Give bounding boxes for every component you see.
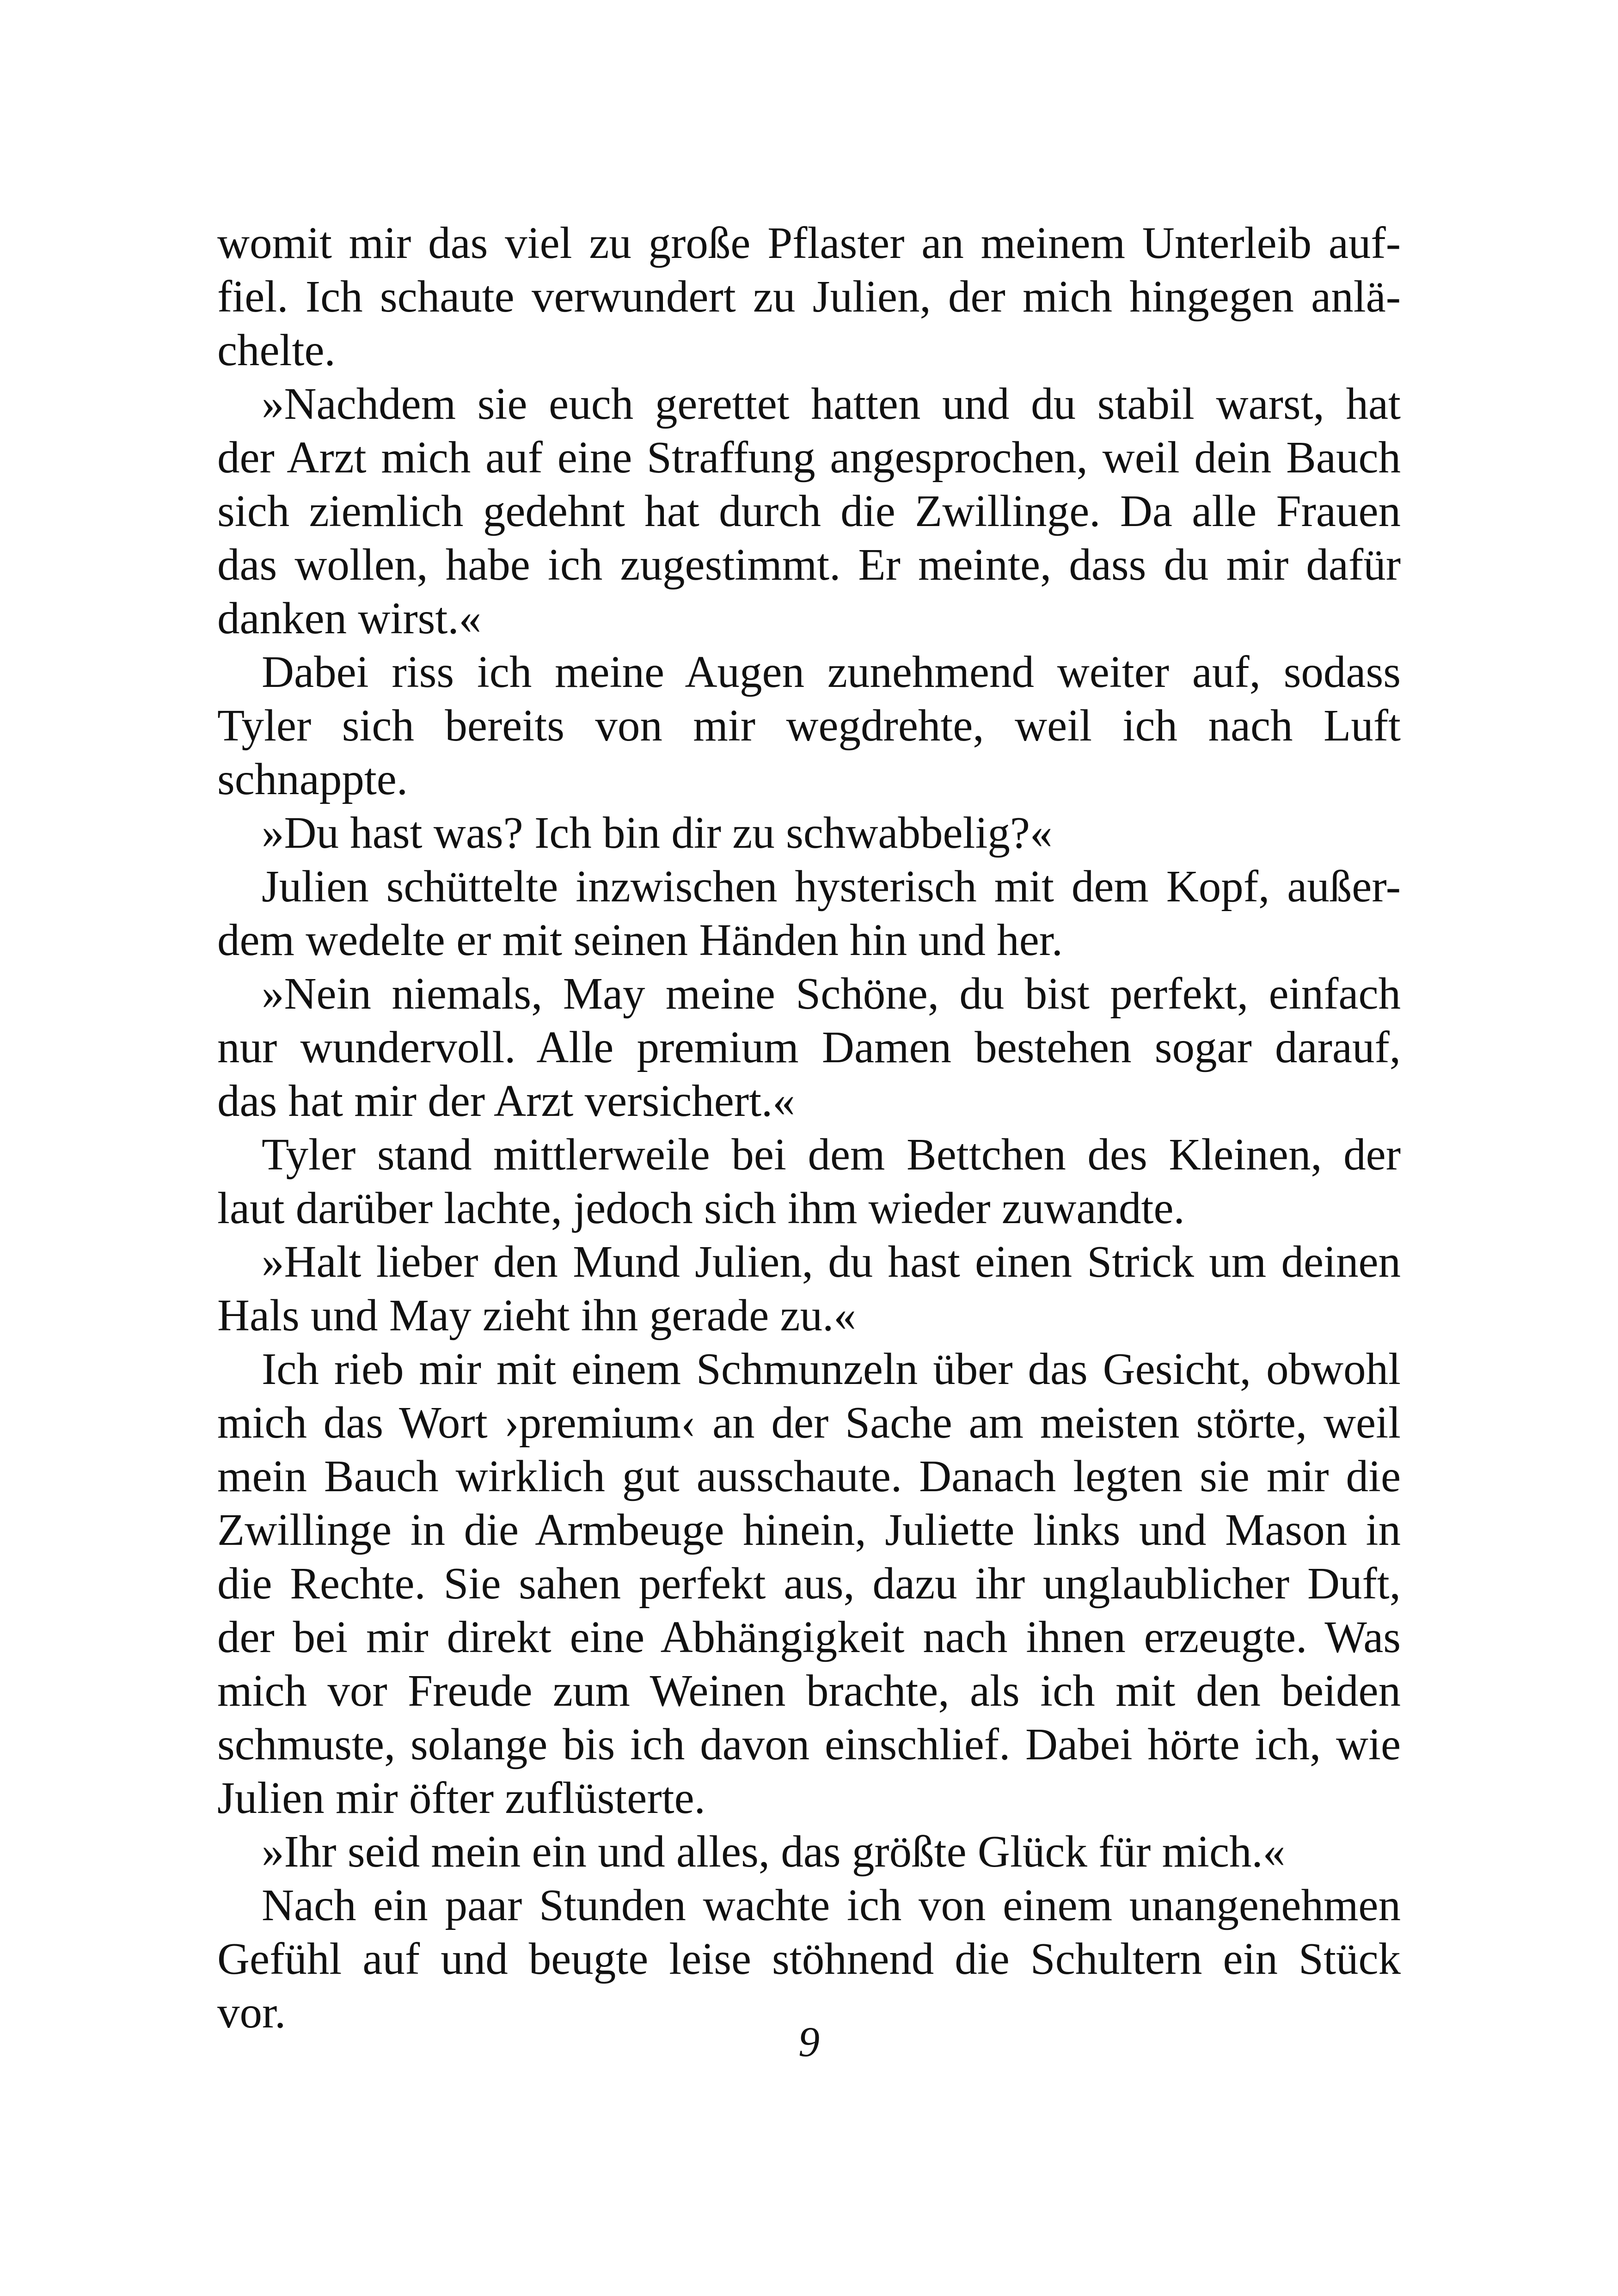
text-line: chelte. — [217, 325, 336, 375]
text-line: laut darüber lachte, jedoch sich ihm wieder zuwandte. — [217, 1183, 1185, 1233]
text-line: »Nein niemals, May meine Schöne, du bist perfekt, einfach — [262, 969, 1401, 1018]
text-line: sich ziemlich gedehnt hat durch die Zwillinge. Da alle Frauen — [217, 486, 1401, 536]
text-line: das hat mir der Arzt versichert.« — [217, 1076, 795, 1126]
text-line: Gefühl auf und beugte leise stöhnend die Schultern ein Stück — [217, 1934, 1401, 1984]
text-line: mich das Wort ›premium‹ an der Sache am meisten störte, weil — [217, 1398, 1401, 1447]
text-line: Dabei riss ich meine Augen zunehmend weiter auf, sodass — [262, 647, 1401, 697]
text-line: Tyler sich bereits von mir wegdrehte, weil ich nach Luft — [217, 701, 1401, 750]
text-line: danken wirst.« — [217, 594, 482, 643]
text-line: Julien mir öfter zuflüsterte. — [217, 1773, 705, 1823]
body-text — [217, 216, 1401, 2039]
text-line: der bei mir direkt eine Abhängigkeit nach ihnen erzeugte. Was — [217, 1612, 1401, 1662]
text-line: mein Bauch wirklich gut ausschaute. Danach legten sie mir die — [217, 1451, 1401, 1501]
text-line: schnappte. — [217, 754, 408, 804]
text-line: mich vor Freude zum Weinen brachte, als ich mit den beiden — [217, 1666, 1401, 1715]
text-line: Tyler stand mittlerweile bei dem Bettchen des Kleinen, der — [262, 1130, 1401, 1179]
text-line: das wollen, habe ich zugestimmt. Er meinte, dass du mir dafür — [217, 540, 1401, 589]
text-line: der Arzt mich auf eine Straffung angesprochen, weil dein Bauch — [217, 433, 1401, 482]
text-line: schmuste, solange bis ich davon einschlief. Dabei hörte ich, wie — [217, 1720, 1401, 1769]
text-line: »Ihr seid mein ein und alles, das größte Glück für mich.« — [262, 1827, 1286, 1876]
text-line: Hals und May zieht ihn gerade zu.« — [217, 1291, 856, 1340]
text-line: nur wundervoll. Alle premium Damen bestehen sogar darauf, — [217, 1022, 1401, 1072]
text-line: »Du hast was? Ich bin dir zu schwabbelig?« — [262, 808, 1053, 857]
text-line: die Rechte. Sie sahen perfekt aus, dazu ihr unglaublicher Duft, — [217, 1559, 1401, 1608]
text-line: »Halt lieber den Mund Julien, du hast einen Strick um deinen — [262, 1237, 1401, 1286]
page-number: 9 — [798, 2018, 820, 2065]
text-line: dem wedelte er mit seinen Händen hin und her. — [217, 915, 1063, 965]
text-line: womit mir das viel zu große Pflaster an meinem Unterleib auf- — [217, 218, 1401, 268]
text-line: vor. — [217, 1988, 286, 2037]
text-line: »Nachdem sie euch gerettet hatten und du stabil warst, hat — [262, 379, 1401, 429]
text-line: Julien schüttelte inzwischen hysterisch mit dem Kopf, außer- — [262, 862, 1401, 911]
text-line: Ich rieb mir mit einem Schmunzeln über das Gesicht, obwohl — [262, 1344, 1401, 1394]
text-line: Nach ein paar Stunden wachte ich von einem unangenehmen — [262, 1880, 1401, 1930]
text-line: Zwillinge in die Armbeuge hinein, Juliette links und Mason in — [217, 1505, 1401, 1555]
text-line: fiel. Ich schaute verwundert zu Julien, der mich hingegen anlä- — [217, 272, 1401, 321]
